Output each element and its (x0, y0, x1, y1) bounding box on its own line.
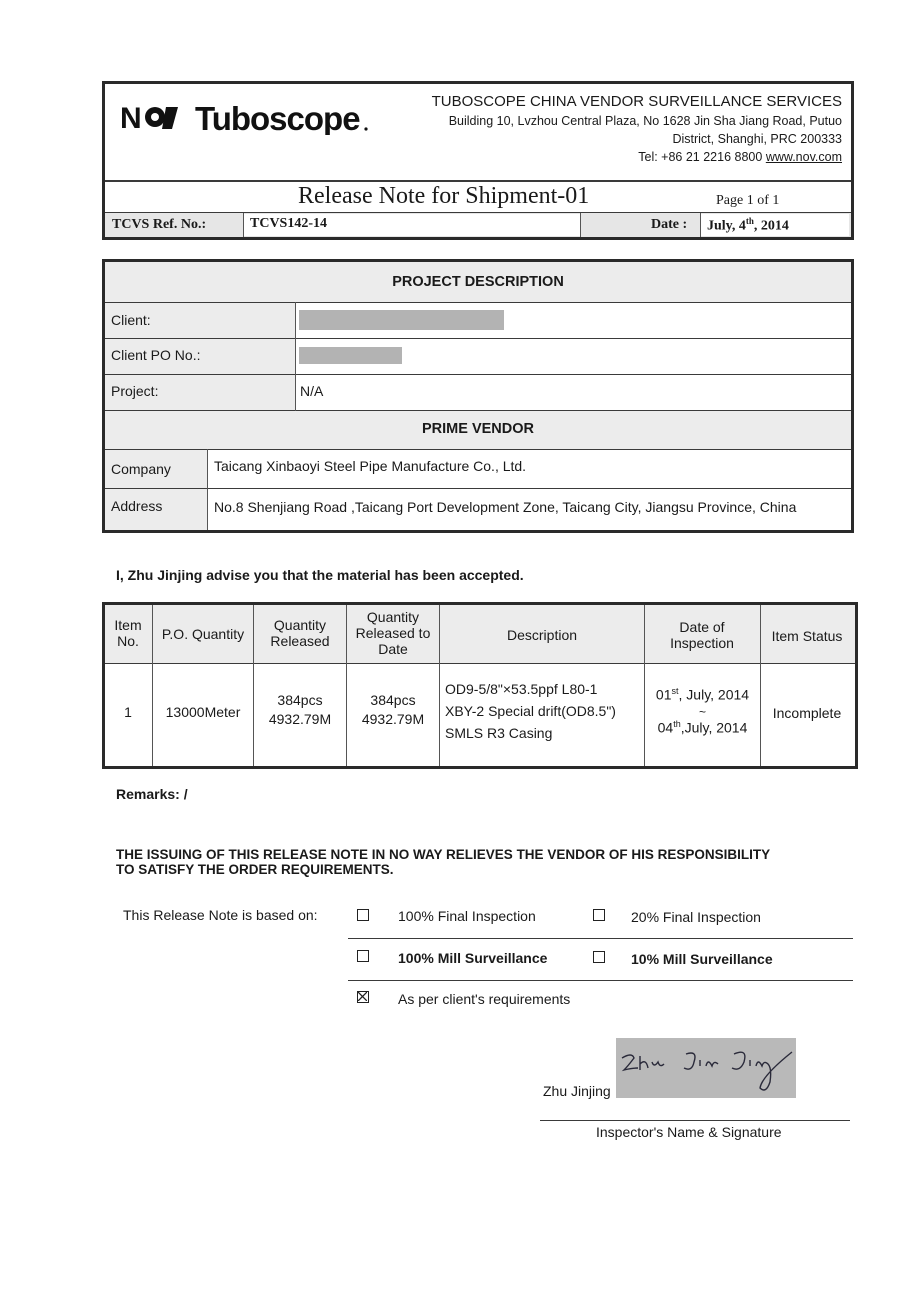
vendor-section-title: PRIME VENDOR (422, 421, 534, 437)
cell-po-qty: 13000Meter (165, 704, 241, 720)
checkbox-client-req[interactable] (357, 991, 369, 1003)
disclaimer-2: TO SATISFY THE ORDER REQUIREMENTS. (116, 862, 394, 877)
cell-to-date-1: 384pcs (370, 692, 416, 708)
remarks: Remarks: / (116, 786, 188, 802)
project-label: Project: (111, 383, 159, 399)
date-label: Date : (651, 217, 688, 232)
cell-to-date-2: 4932.79M (361, 711, 425, 727)
cell-released-2: 4932.79M (268, 711, 332, 727)
date-value: July, 4th, 2014 (707, 216, 789, 234)
cell-status: Incomplete (772, 705, 842, 721)
col-header-item-no: Item No. (114, 617, 142, 649)
cell-insp-3: 04th,July, 2014 (657, 719, 748, 736)
project-section-title: PROJECT DESCRIPTION (392, 274, 564, 290)
org-contact (380, 150, 842, 164)
nov-logo (120, 99, 370, 135)
col-header-description: Description (506, 627, 578, 643)
ref-value: TCVS142-14 (250, 216, 328, 231)
option-100-final: 100% Final Inspection (398, 908, 536, 924)
cell-desc-1: OD9-5/8"×53.5ppf L80-1 (445, 681, 598, 697)
client-redacted (299, 310, 504, 330)
company-label: Company (111, 461, 171, 477)
checkbox-20-final[interactable] (593, 909, 605, 921)
document-title: Release Note for Shipment-01 (298, 183, 590, 209)
cell-insp-2: ~ (698, 705, 706, 719)
signature-caption: Inspector's Name & Signature (596, 1124, 782, 1140)
cell-desc-2: XBY-2 Special drift(OD8.5") (445, 703, 616, 719)
cell-desc-3: SMLS R3 Casing (445, 725, 553, 741)
check-x-icon (358, 992, 367, 1001)
company-value: Taicang Xinbaoyi Steel Pipe Manufacture Co., Ltd. (214, 458, 527, 474)
option-client-req: As per client's requirements (398, 991, 571, 1007)
option-20-final: 20% Final Inspection (631, 909, 761, 925)
col-header-po-qty: P.O. Quantity (161, 626, 245, 642)
org-name: TUBOSCOPE CHINA VENDOR SURVEILLANCE SERVICES (431, 93, 842, 110)
cell-item-no: 1 (124, 704, 132, 720)
website-link[interactable]: www.nov.com (765, 150, 842, 164)
option-10-mill: 10% Mill Surveillance (631, 951, 773, 967)
col-header-qty-to-date: Quantity Released to Date (355, 609, 431, 657)
org-address-2: District, Shanghi, PRC 200333 (672, 132, 842, 146)
checkbox-100-mill[interactable] (357, 950, 369, 962)
address-value: No.8 Shenjiang Road ,Taicang Port Development Zone, Taicang City, Jiangsu Province, China (214, 499, 797, 515)
checkbox-10-mill[interactable] (593, 951, 605, 963)
disclaimer-1: THE ISSUING OF THIS RELEASE NOTE IN NO WAY RELIEVES THE VENDOR OF HIS RESPONSIBILITY (116, 847, 771, 862)
inspector-name: Zhu Jinjing (543, 1083, 611, 1099)
header-divider (105, 180, 851, 182)
address-label: Address (111, 498, 163, 514)
ref-label: TCVS Ref. No.: (112, 217, 207, 232)
option-100-mill: 100% Mill Surveillance (398, 950, 548, 966)
client-po-label: Client PO No.: (111, 347, 201, 363)
col-header-item-status: Item Status (771, 628, 843, 644)
basis-label: This Release Note is based on: (123, 907, 318, 923)
client-po-redacted (299, 347, 402, 364)
svg-text:N: N (120, 102, 142, 135)
checkbox-100-final[interactable] (357, 909, 369, 921)
cell-insp-1: 01st, July, 2014 (655, 686, 750, 703)
project-value: N/A (300, 383, 324, 399)
page-number: Page 1 of 1 (716, 193, 780, 208)
svg-text:Tuboscope: Tuboscope (195, 100, 360, 135)
org-address-1: Building 10, Lvzhou Central Plaza, No 1628 Jin Sha Jiang Road, Putuo (448, 114, 842, 128)
tel-text: Tel: +86 21 2216 8800 (638, 150, 763, 164)
acceptance-statement: I, Zhu Jinjing advise you that the material has been accepted. (116, 567, 524, 583)
client-label: Client: (111, 312, 151, 328)
col-header-date-of-inspection: Date of Inspection (670, 619, 734, 651)
col-header-qty-released: Quantity Released (270, 617, 330, 649)
signature-image (616, 1038, 796, 1098)
cell-released-1: 384pcs (277, 692, 323, 708)
